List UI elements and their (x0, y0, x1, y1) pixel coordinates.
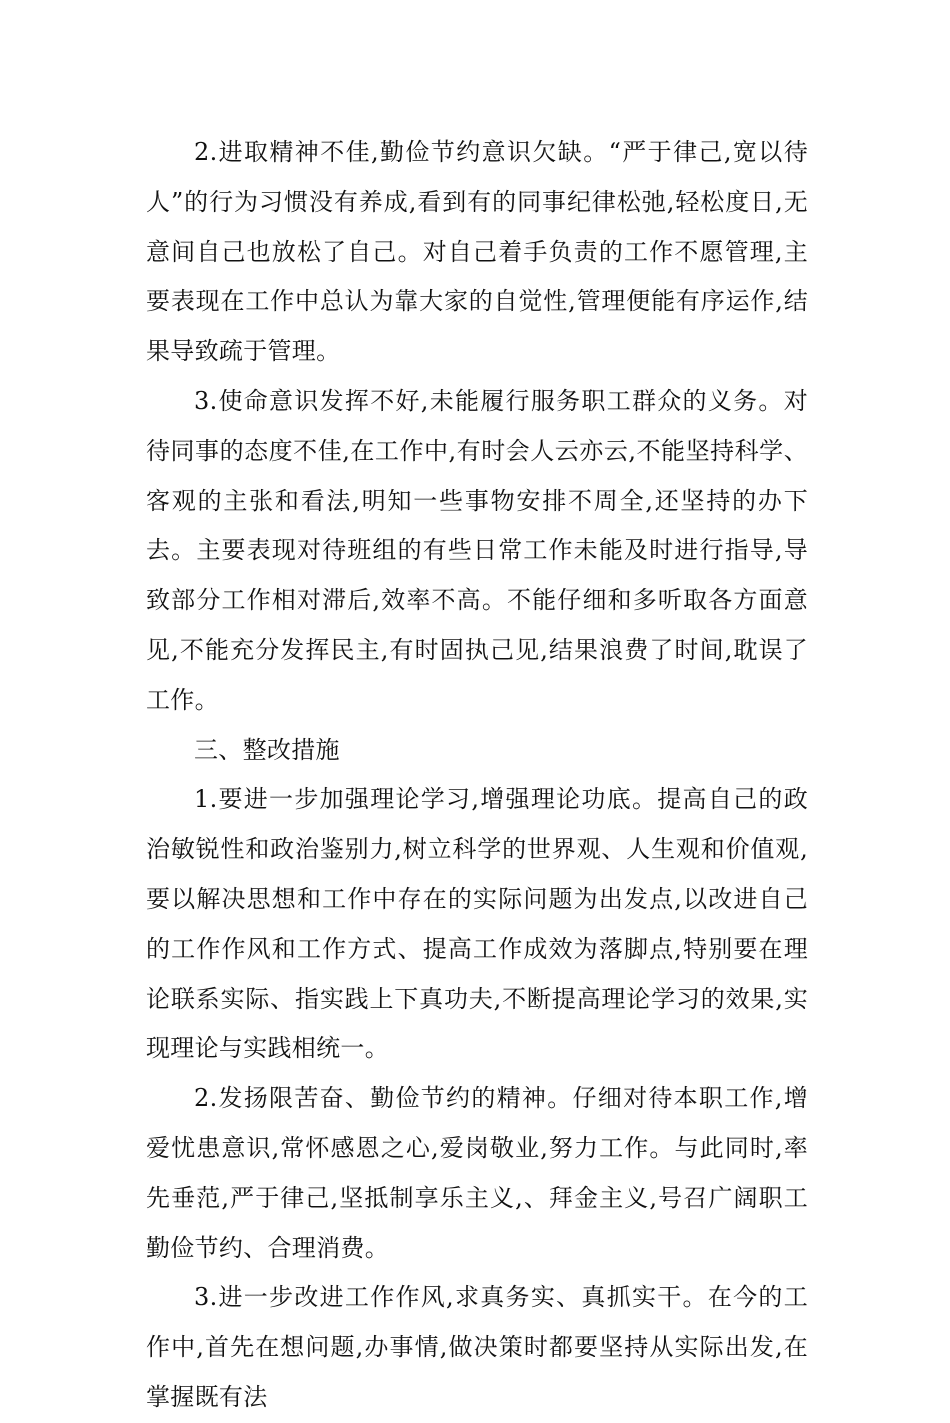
section-heading-rectification: 三、整改措施 (194, 735, 340, 764)
paragraph-measure-1-theory: 1.要进一步加强理论学习,增强理论功底。提高自己的政治敏锐性和政治鉴别力,树立科学的世界观、人生观和价值观,要以解决思想和工作中存在的实际问题为出发点,以改进自己的工作作风和工作方式、提高工作成效为落脚点,特别要在理论联系实际、指实践上下真功夫,不断提高理论学习的效果,实现理论与实践相统一。 (146, 785, 808, 1063)
document-body (146, 128, 808, 1423)
paragraph-measure-2-frugality: 2.发扬限苦奋、勤俭节约的精神。仔细对待本职工作,增爱忧患意识,常怀感恩之心,爱岗敬业,努力工作。与此同时,率先垂范,严于律己,坚抵制享乐主义,、拜金主义,号召广阔职工勤俭节约、合理消费。 (146, 1084, 808, 1262)
paragraph-point-3-mission: 3.使命意识发挥不好,未能履行服务职工群众的义务。对待同事的态度不佳,在工作中,有时会人云亦云,不能坚持科学、客观的主张和看法,明知一些事物安排不周全,还坚持的办下去。主要表现对待班组的有些日常工作未能及时进行指导,导致部分工作相对滞后,效率不高。不能仔细和多听取各方面意见,不能充分发挥民主,有时固执己见,结果浪费了时间,耽误了工作。 (146, 386, 808, 714)
paragraph-point-2-spirit: 2.进取精神不佳,勤俭节约意识欠缺。“严于律己,宽以待人”的行为习惯没有养成,看到有的同事纪律松弛,轻松度日,无意间自己也放松了自己。对自己着手负责的工作不愿管理,主要表现在工作中总认为靠大家的自觉性,管理便能有序运作,结果导致疏于管理。 (146, 138, 808, 366)
paragraph-measure-3-work-style: 3.进一步改进工作作风,求真务实、真抓实干。在今的工作中,首先在想问题,办事情,做决策时都要坚持从实际出发,在掌握既有法 (146, 1283, 808, 1411)
